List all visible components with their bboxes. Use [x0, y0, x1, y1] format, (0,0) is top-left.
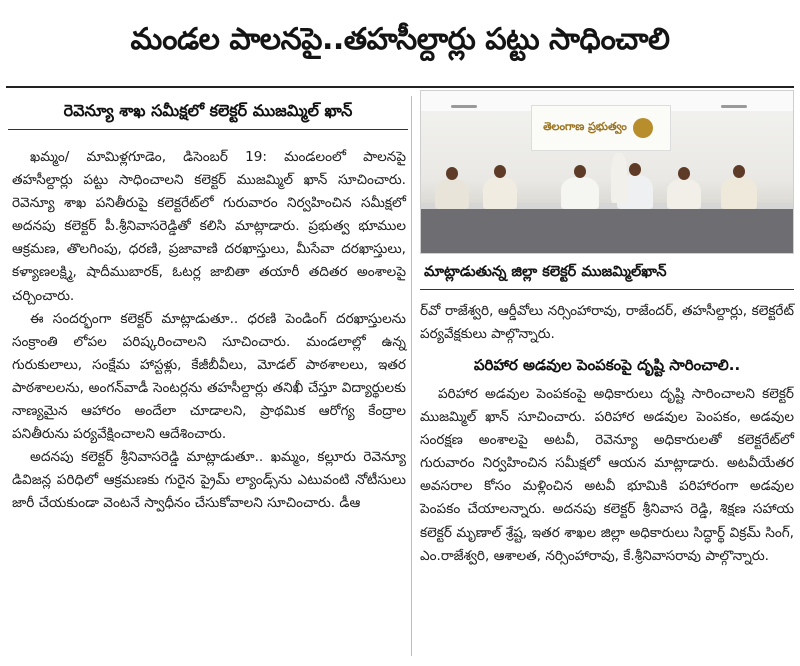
- person-head: [446, 167, 458, 180]
- person-figure: [435, 179, 469, 209]
- banner-text: తెలంగాణ ప్రభుత్వం: [543, 120, 627, 133]
- person-figure: [483, 177, 517, 209]
- person-head: [678, 167, 690, 180]
- subheadline: రెవెన్యూ శాఖ సమీక్షలో కలెక్టర్ ముజమ్మిల్ ఖాన్: [8, 96, 408, 130]
- person-head: [629, 163, 641, 176]
- ceiling-fan-icon: [721, 105, 747, 108]
- person-figure: [611, 153, 627, 203]
- photo-caption: మాట్లాడుతున్న జిల్లా కలెక్టర్ ముజమ్మిల్‌ఖాన్: [420, 258, 794, 290]
- left-para-2: ఈ సందర్భంగా కలెక్టర్ మాట్లాడుతూ.. ధరణి పెండింగ్ దరఖాస్తులను సంక్రాంతి లోపల పరిష్కరించాలని సూచించారు. మండలాల్లో ఉన్న గురుకులాలు, సంక్షేమ హాస్టళ్లు, కేజీబీవీలు, మోడల్ పాఠశాలలు, ఇతర పాఠశాలలను, అంగన్‌వాడీ సెంటర్లను తహసీల్దార్లు తనిఖీ చేస్తూ విద్యార్థులకు నాణ్యమైన ఆహారం అందేలా చూడాలని, ప్రాథమిక ఆరోగ్య కేంద్రాల పనితీరును పర్యవేక్షించాలని ఆదేశించారు.: [12, 310, 406, 443]
- person-head: [494, 165, 506, 178]
- photo-banner: [531, 105, 671, 151]
- right-column-bottom: [420, 383, 794, 568]
- meeting-photo: [420, 90, 794, 254]
- left-column: [12, 146, 406, 516]
- headline-rule: [6, 86, 794, 88]
- column-divider: [411, 96, 412, 656]
- person-figure: [667, 179, 701, 209]
- person-head: [733, 165, 745, 178]
- ceiling-fan-icon: [451, 105, 477, 108]
- left-para-3: అదనపు కలెక్టర్ శ్రీనివాసరెడ్డి మాట్లాడుతూ.. ఖమ్మం, కల్లూరు రెవెన్యూ డివిజన్ల పరిధిలో ఆక్రమణకు గురైన ప్రైమ్ ల్యాండ్స్‌ను ఎటువంటి నోటీసులు జారీ చేయకుండా వెంటనే స్వాధీనం చేసుకోవాలని సూచించారు. డీఆ: [12, 449, 406, 512]
- emblem-icon: [633, 118, 653, 138]
- right-para-bottom: పరిహార అడవుల పెంపకంపై అధికారులు దృష్టి సారించాలని కలెక్టర్ ముజమ్మిల్ ఖాన్ సూచించారు. పరిహార అడవుల పెంపకం, అడవుల సంరక్షణ అంశాలపై అటవీ, రెవెన్యూ అధికారులతో కలెక్టరేట్‌లో గురువారం నిర్వహించిన సమీక్షలో ఆయన మాట్లాడారు. అటవీయేతర అవసరాల కోసం మళ్లించిన అటవీ భూమికి పరిహారంగా అడవుల పెంపకం చేయాలన్నారు. అదనపు కలెక్టర్ శ్రీనివాస రెడ్డి, శిక్షణ సహాయ కలెక్టర్ మృణాల్ శ్రేష్ట, ఇతర శాఖల జిల్లా అధికారులు సిద్ధార్థ్ విక్రమ్ సింగ్, ఎం.రాజేశ్వరి, ఆశాలత, నర్సింహారావు, కే.శ్రీనివాసరావు పాల్గొన్నారు.: [420, 386, 794, 564]
- right-para-top: ర్‌వో రాజేశ్వరి, ఆర్డీవోలు నర్సింహారావు, రాజేందర్, తహసీల్దార్లు, కలెక్టరేట్ పర్యవేక్షకులు పాల్గొన్నారు.: [420, 303, 794, 343]
- person-figure: [721, 177, 757, 209]
- section-subheading: పరిహార అడవుల పెంపకంపై దృష్టి సారించాలి..: [473, 356, 741, 374]
- right-column-top: [420, 300, 794, 346]
- conference-table: [421, 209, 794, 254]
- headline: మండల పాలనపై..తహసీల్దార్లు పట్టు సాధించాలి: [130, 22, 670, 57]
- person-head: [574, 165, 586, 178]
- left-para-1: ఖమ్మం/ మామిళ్లగూడెం, డిసెంబర్ 19: మండలంలో పాలనపై తహసీల్దార్లు పట్టు సాధించాలని కలెక్టర్ ముజమ్మిల్ ఖాన్ సూచించారు. రెవెన్యూ శాఖ పనితీరుపై కలెక్టరేట్‌లో గురువారం నిర్వహించిన సమీక్షలో అదనపు కలెక్టర్ పీ.శ్రీనివాసరెడ్డితో కలిసి మాట్లాడారు. ప్రభుత్వ భూముల ఆక్రమణ, తొలగింపు, ధరణి, ప్రజావాణి దరఖాస్తులు, మీసేవా దరఖాస్తులు, కళ్యాణలక్ష్మి, షాదీముబారక్, ఓటర్ల జాబితా తయారీ తదితర అంశాలపై చర్చించారు.: [12, 149, 406, 304]
- person-figure: [561, 177, 599, 209]
